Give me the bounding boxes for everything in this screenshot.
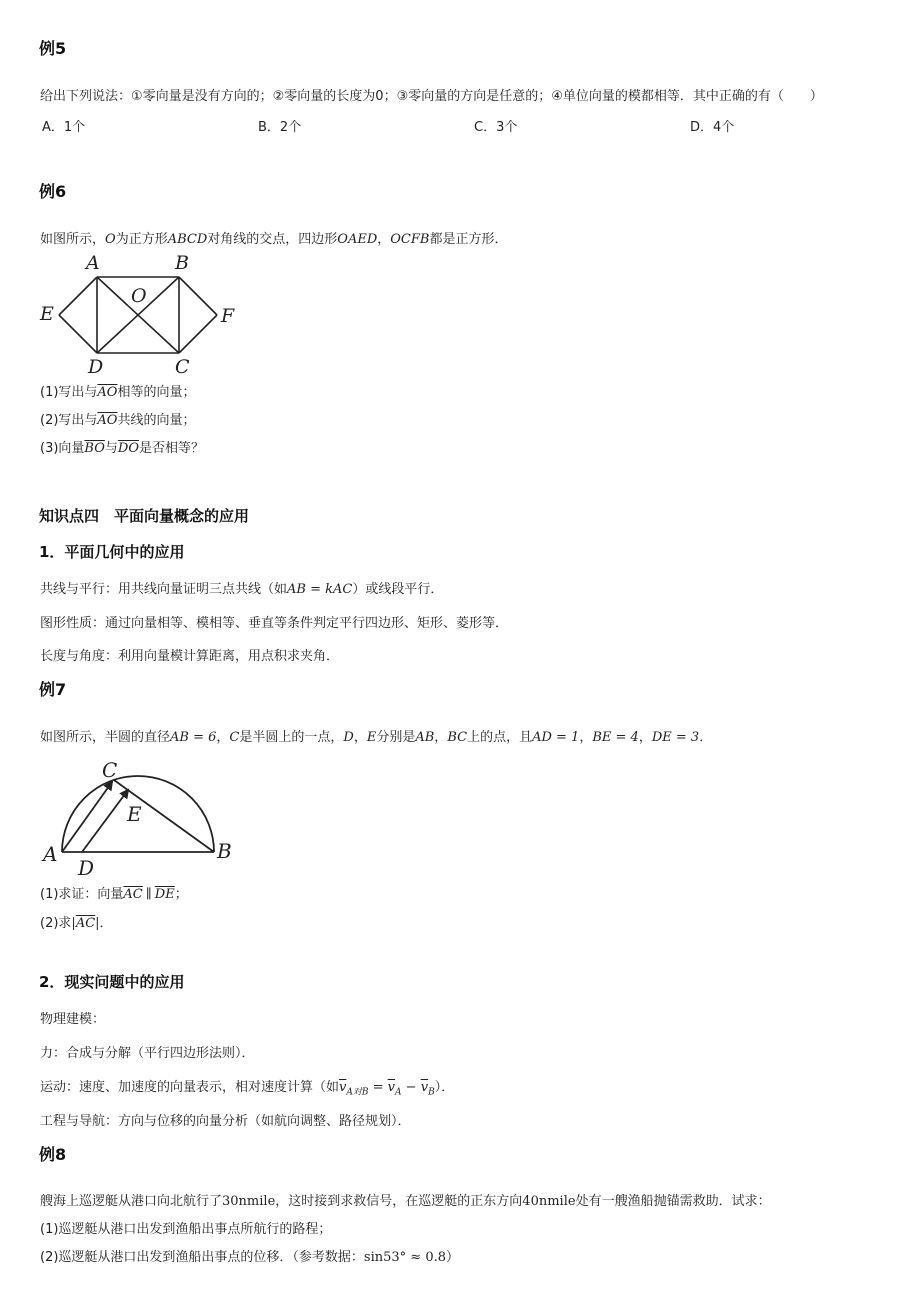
parallel-symbol: ∥	[145, 887, 152, 902]
text: (2)写出与	[40, 413, 98, 428]
kp-line-length: 长度与角度：利用向量模计算距离，用点积求夹角．	[40, 649, 340, 664]
text: (2)求	[40, 916, 72, 931]
text: ，	[216, 730, 230, 745]
vector-do: $\overline{DO}$	[117, 441, 139, 456]
text: 如图所示，	[40, 232, 106, 247]
example-6-q3	[40, 437, 204, 456]
kp-line-collinear	[40, 578, 443, 597]
label-b: B	[217, 839, 232, 863]
math: AD = 1	[532, 730, 580, 745]
text: 都是正方形．	[429, 232, 508, 247]
subscript: B	[428, 1087, 435, 1098]
math: BE = 4	[592, 730, 639, 745]
option-d: D．4个	[690, 120, 735, 135]
abs-bar: |	[95, 916, 100, 931]
text: 为正方形	[115, 232, 168, 247]
text: 是否相等？	[138, 441, 204, 456]
text: ．	[99, 916, 113, 931]
math: AB	[415, 730, 435, 745]
example-6-figure	[30, 248, 250, 376]
motion-line	[40, 1076, 454, 1098]
text: 对角线的交点，四边形	[207, 232, 338, 247]
example-8-heading: 例8	[39, 1145, 67, 1164]
v-symbol: $\overline{v}$	[339, 1080, 347, 1095]
text: (3)向量	[40, 441, 85, 456]
math: OAED	[337, 232, 378, 247]
subscript: A	[395, 1087, 402, 1098]
vector-ac: $\overline{AC}$	[75, 916, 96, 931]
minus: −	[401, 1080, 421, 1095]
text: ；	[174, 887, 188, 902]
text: 与	[104, 441, 118, 456]
text: ，	[353, 730, 367, 745]
text: (2)巡逻艇从港口出发到渔船出事点的位移．（参考数据：	[40, 1250, 364, 1265]
knowledge-point-heading: 知识点四 平面向量概念的应用	[39, 507, 250, 525]
option-a: A．1个	[42, 120, 86, 135]
math: 30nmile	[222, 1194, 276, 1209]
text: 艘海上巡逻艇从港口向北航行了	[40, 1194, 223, 1209]
label-f: F	[221, 305, 235, 327]
formula	[339, 1080, 435, 1098]
text: 处有一艘渔船抛锚需救助．试求：	[575, 1194, 771, 1209]
example-8-q1: (1)巡逻艇从港口出发到渔船出事点所航行的路程；	[40, 1222, 332, 1237]
label-e: E	[40, 303, 54, 325]
text: 共线的向量；	[117, 413, 196, 428]
subscript: A对B	[346, 1087, 369, 1098]
text: ）或线段平行．	[352, 582, 444, 597]
math: DE = 3	[651, 730, 700, 745]
example-6-intro	[40, 228, 507, 247]
text: ）	[446, 1250, 460, 1265]
example-8-intro	[40, 1190, 771, 1209]
text: ，	[434, 730, 448, 745]
example-7-heading: 例7	[39, 680, 67, 699]
text: (1)求证：向量	[40, 887, 124, 902]
subsection-1-heading: 1．平面几何中的应用	[39, 543, 185, 561]
text: ．	[699, 730, 713, 745]
option-c: C．3个	[474, 120, 518, 135]
text: ，	[638, 730, 652, 745]
force-line: 力：合成与分解（平行四边形法则）．	[40, 1046, 255, 1061]
v-symbol: $\overline{v}$	[387, 1080, 396, 1095]
vector-ac: $\overline{AC}$	[123, 887, 143, 902]
v-symbol: $\overline{v}$	[420, 1080, 429, 1095]
label-a: A	[43, 842, 58, 866]
example-6-q1	[40, 381, 195, 400]
equals: =	[368, 1080, 388, 1095]
engineering-line: 工程与导航：方向与位移的向量分析（如航向调整、路径规划）．	[40, 1114, 411, 1129]
physics-modeling-line: 物理建模：	[40, 1012, 106, 1027]
text: 如图所示，半圆的直径	[40, 730, 171, 745]
example-8-q2	[40, 1246, 459, 1265]
math: AB = 6	[170, 730, 217, 745]
text: ，	[579, 730, 593, 745]
label-d: D	[78, 856, 95, 880]
example-6-q2	[40, 409, 195, 428]
text: ，这时接到求救信号，在巡逻艇的正东方向	[275, 1194, 523, 1209]
text: 分别是	[376, 730, 416, 745]
example-6-heading: 例6	[39, 182, 67, 201]
text: ）．	[434, 1080, 455, 1095]
math: 40nmile	[522, 1194, 576, 1209]
text: 是半圆上的一点，	[239, 730, 344, 745]
math: ABCD	[167, 232, 208, 247]
text: 运动：速度、加速度的向量表示，相对速度计算（如	[40, 1080, 340, 1095]
math: OCFB	[390, 232, 430, 247]
subsection-2-heading: 2．现实问题中的应用	[39, 973, 185, 991]
label-e: E	[127, 802, 142, 826]
text: ，	[377, 232, 391, 247]
label-c: C	[102, 758, 118, 782]
math: O	[105, 232, 116, 247]
formula: sin53° ≈ 0.8	[363, 1250, 446, 1265]
example-7-q2	[40, 912, 113, 931]
vector-ao: $\overline{AO}$	[97, 385, 118, 400]
vector-ao: $\overline{AO}$	[97, 413, 118, 428]
math: D	[343, 730, 354, 745]
label-d: D	[88, 356, 104, 376]
vector-bo: $\overline{BO}$	[84, 441, 105, 456]
example-5-question: 给出下列说法：①零向量是没有方向的；②零向量的长度为0；③零向量的方向是任意的；④单位向量的模都相等．其中正确的有（ ）	[40, 89, 823, 104]
vector-de: $\overline{DE}$	[154, 887, 175, 902]
abs-bar: |	[71, 916, 76, 931]
example-7-intro	[40, 726, 712, 745]
text: 上的点，且	[467, 730, 533, 745]
example-5-heading: 例5	[39, 39, 67, 58]
label-b: B	[175, 252, 189, 274]
math: C	[229, 730, 240, 745]
formula: AB = kAC	[287, 582, 353, 597]
text: 相等的向量；	[117, 385, 196, 400]
example-7-q1	[40, 883, 188, 902]
label-a: A	[86, 252, 100, 274]
math: E	[366, 730, 377, 745]
label-c: C	[175, 356, 190, 376]
kp-line-shape: 图形性质：通过向量相等、模相等、垂直等条件判定平行四边形、矩形、菱形等．	[40, 616, 509, 631]
label-o: O	[131, 285, 147, 307]
text: (1)写出与	[40, 385, 98, 400]
option-b: B．2个	[258, 120, 302, 135]
example-7-figure	[30, 755, 250, 880]
text: 共线与平行：用共线向量证明三点共线（如	[40, 582, 288, 597]
math: BC	[447, 730, 468, 745]
